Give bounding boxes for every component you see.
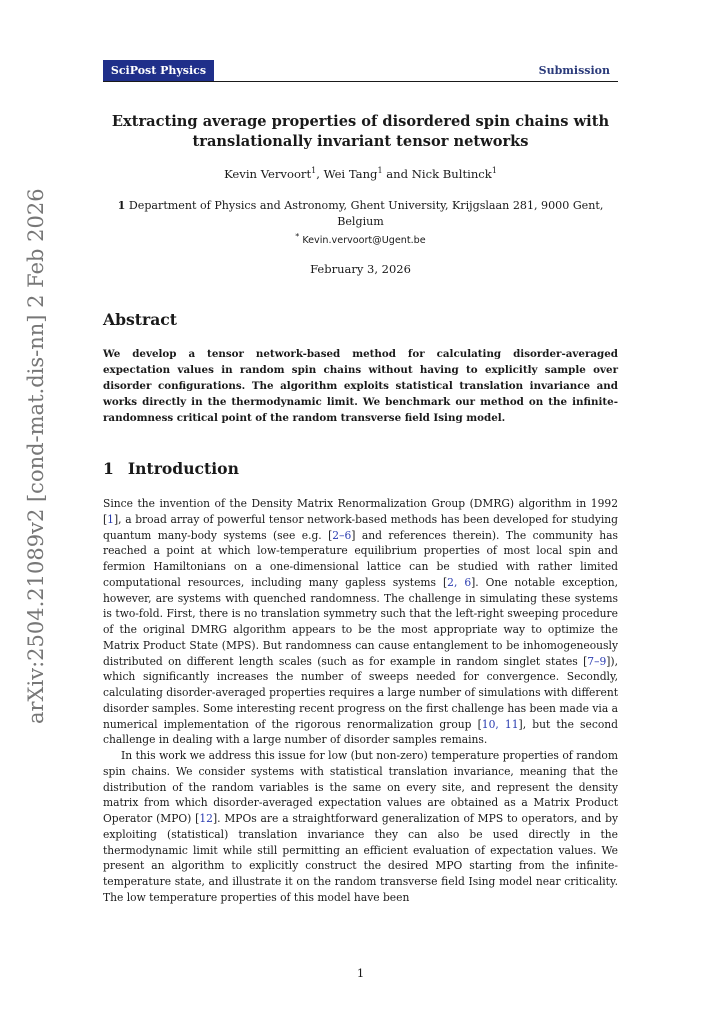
author-list [103, 166, 618, 181]
text-run: ], a broad array of powerful tensor network-based methods has been developed for studying quantum many-body systems (see e.g. [ [103, 512, 618, 542]
citation-link[interactable]: 2–6 [332, 528, 352, 542]
corresponding-email [103, 232, 618, 246]
page-header [103, 60, 618, 82]
submission-label: Submission [538, 64, 610, 77]
text-run: In this work we address this issue for low (but non-zero) temperature properties of random spin chains. We consider systems with statistical translation invariance, meaning that the distribution of the random variables is the same on every site, and represent the density matrix from which disorder-averaged expectation values are obtained as a Matrix Product Operator (MPO) [ [103, 749, 618, 825]
arxiv-identifier: arXiv:2504.21089v2 [cond-mat.dis-nn] 2 Feb 2026 [24, 188, 48, 724]
page-number: 1 [356, 966, 365, 980]
paper-date: February 3, 2026 [310, 262, 411, 276]
text-run: ] and references therein). The community has reached a point at which low-temperature equilibrium properties of most local spin and fermion Hamiltonians on a one-dimensional lattice can be studied with rather limited computational resources, including many gapless systems [ [103, 528, 618, 589]
citation-link[interactable]: 10, 11 [481, 717, 519, 731]
author-affil-mark: 1 [491, 166, 497, 175]
paper-title [103, 112, 618, 152]
citation-link[interactable]: 2, 6 [447, 575, 472, 589]
citation-link[interactable]: 12 [199, 812, 213, 825]
affiliation-number: 1 [117, 199, 126, 212]
section-number: 1 [103, 459, 114, 478]
journal-badge: SciPost Physics [103, 60, 214, 81]
section-heading [103, 459, 239, 478]
email-address[interactable]: Kevin.vervoort@Ugent.be [299, 235, 426, 247]
text-run: ]), which significantly increases the number of sweeps needed for convergence. Secondly, calculating disorder-averaged properties requires a large number of simulations with different disorder samples. Some interesting recent progress on the first challenge has been made via a numerical implementation of the rigorous renormalization group [ [103, 654, 618, 731]
text-run: ], but the second challenge in dealing with a large number of disorder samples remains. [103, 717, 618, 747]
text-run: Since the invention of the Density Matrix Renormalization Group (DMRG) algorithm in 1992 [ [103, 497, 618, 526]
title-line-2: translationally invariant tensor networks [192, 133, 529, 150]
email-mark: * [295, 232, 300, 241]
author-name: Nick Bultinck [411, 166, 492, 181]
introduction-body [103, 496, 618, 906]
author-separator: and [382, 166, 412, 181]
author-affil-mark: 1 [377, 166, 383, 175]
abstract-text: We develop a tensor network-based method for calculating disorder-averaged expectation values in random spin chains without having to explicitly sample over disorder configurations. The algorithm exploits statistical translation invariance and works directly in the thermodynamic limit. We benchmark our method on the infinite-randomness critical point of the random transverse field Ising model. [103, 348, 618, 424]
text-run: ]. MPOs are a straightforward generalization of MPS to operators, and by exploiting (statistical) translation invariance they can also be used directly in the thermodynamic limit while still permitting an efficient evaluation of expectation values. We present an algorithm to explicitly construct the desired MPO starting from the infinite-temperature state, and illustrate it on the random transverse field Ising model near criticality. The low temperature properties of this model have been [103, 812, 618, 904]
abstract-heading: Abstract [103, 310, 178, 329]
author-affil-mark: 1 [311, 166, 317, 175]
title-line-1: Extracting average properties of disordered spin chains with [111, 113, 610, 130]
author-name: Kevin Vervoort [224, 166, 312, 181]
text-run: ]. One notable exception, however, are systems with quenched randomness. The challenge in simulating these systems is two-fold. First, there is no translation symmetry such that the left-right sweeping procedure of the original DMRG algorithm appears to be the most appropriate way to optimize the Matrix Product State (MPS). But randomness can cause entanglement to be inhomogeneously distributed on different length scales (such as for example in random singlet states [ [103, 575, 618, 668]
section-title: Introduction [127, 459, 239, 478]
paragraph [103, 748, 618, 906]
author-name: Wei Tang [323, 166, 378, 181]
citation-link[interactable]: 1 [107, 512, 114, 526]
citation-link[interactable]: 7–9 [587, 654, 607, 668]
author-separator: , [316, 166, 324, 181]
affiliation [103, 198, 618, 230]
affiliation-text: Department of Physics and Astronomy, Ghent University, Krijgslaan 281, 9000 Gent, Belgium [125, 199, 604, 228]
paragraph [103, 496, 618, 748]
